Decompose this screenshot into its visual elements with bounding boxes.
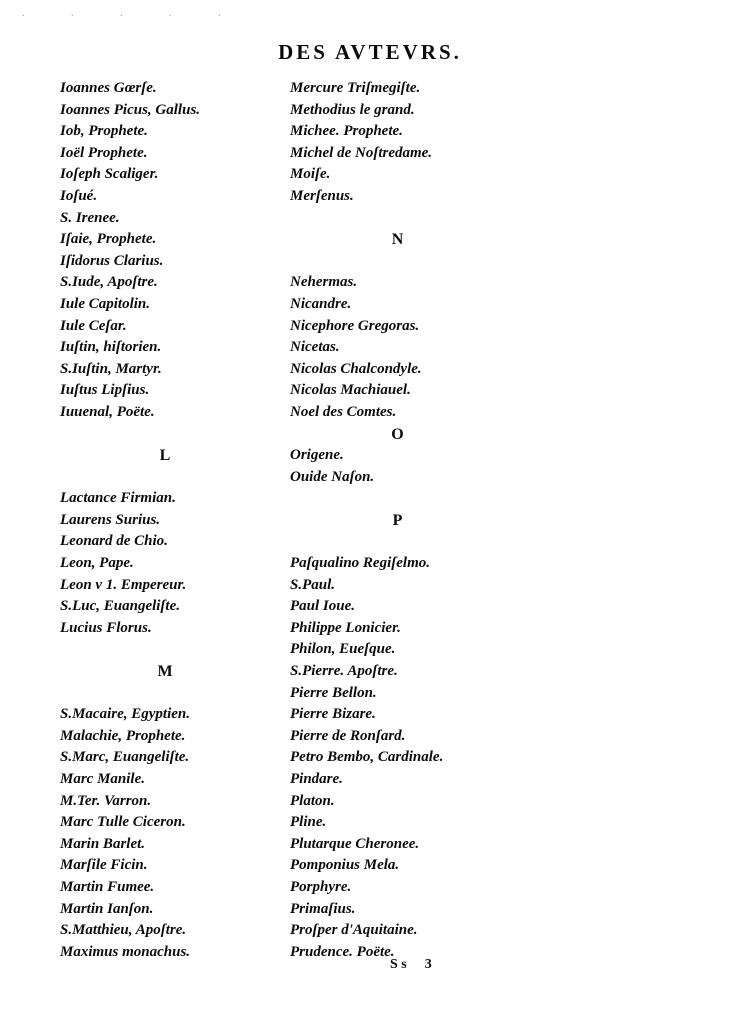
author-entry: M.Ter. Varron. [60, 792, 152, 809]
section-letter: L [159, 447, 171, 465]
author-entry: Leon v 1. Empereur. [60, 576, 187, 593]
author-entry: Maximus monachus. [60, 943, 191, 960]
author-entry: Mercure Triſmegiſte. [290, 80, 421, 96]
author-entry: Marſile Ficin. [60, 857, 148, 874]
section-gap [290, 488, 520, 510]
right-column [290, 78, 520, 963]
author-entry: Leon, Pape. [60, 555, 134, 572]
author-entry: Paſqualino Regiſelmo. [290, 555, 430, 572]
author-entry: Pierre Bizare. [290, 706, 376, 723]
author-entry: S.Matthieu, Apoſtre. [60, 922, 187, 939]
author-entry: S. Irenee. [60, 209, 120, 226]
author-entry: S.Luc, Euangeliſte. [60, 598, 181, 615]
author-entry: Nicephore Gregoras. [290, 317, 420, 334]
author-entry: Laurens Surius. [60, 511, 161, 528]
author-entry: Iob, Prophete. [60, 123, 148, 140]
author-entry: Marc Tulle Ciceron. [60, 814, 186, 831]
page-number: 3 [424, 957, 432, 972]
author-entry: Merſenus. [290, 187, 354, 204]
author-entry: Origene. [290, 447, 344, 464]
author-entry: S.Paul. [290, 576, 336, 593]
author-entry: Leonard de Chio. [60, 533, 168, 550]
author-entry: Philon, Eueſque. [290, 641, 396, 658]
author-entry: Iſidorus Clarius. [60, 252, 164, 269]
page-title: DES AVTEVRS. [278, 40, 462, 64]
author-entry: Lactance Firmian. [60, 490, 176, 507]
author-entry: Michee. Prophete. [290, 123, 403, 140]
author-entry: Ioſué. [60, 187, 98, 204]
author-entry: Iſaie, Prophete. [60, 231, 157, 248]
author-entry: Proſper d'Aquitaine. [290, 922, 418, 939]
author-entry: S.Iuſtin, Martyr. [60, 360, 162, 377]
author-entry: S.Iude, Apoſtre. [60, 274, 158, 291]
author-entry: Ouide Naſon. [290, 468, 375, 485]
author-entry: Iuſtin, hiſtorien. [60, 339, 162, 356]
author-entry: Pierre de Ronſard. [290, 727, 406, 744]
author-entry: Nehermas. [290, 274, 358, 291]
section-gap [60, 683, 310, 705]
author-entry: S.Pierre. Apoſtre. [290, 663, 398, 680]
left-column [60, 78, 310, 963]
author-entry: Paul Ioue. [290, 598, 356, 615]
signature-mark: S s [390, 957, 407, 972]
author-entry: Iuuenal, Poëte. [60, 403, 155, 420]
author-entry: Iuſtus Lipſius. [60, 382, 150, 399]
section-letter: M [157, 663, 173, 681]
author-entry: Malachie, Prophete. [60, 727, 186, 744]
section-gap [60, 424, 310, 446]
section-gap [60, 639, 310, 661]
author-entry: Ioël Prophete. [60, 144, 148, 161]
section-letter: P [392, 511, 403, 529]
author-entry: Porphyre. [290, 878, 352, 895]
section-letter: O [391, 425, 404, 443]
author-entry: Platon. [290, 792, 335, 809]
author-entry: Plutarque Cheronee. [290, 835, 420, 852]
author-entry: Ioſeph Scaliger. [60, 166, 159, 183]
section-gap [60, 467, 310, 489]
page-footer [390, 957, 432, 973]
section-gap [290, 251, 520, 273]
author-entry: Lucius Florus. [60, 619, 152, 636]
section-gap [290, 531, 520, 553]
author-entry: Michel de Noſtredame. [290, 144, 433, 161]
author-entry: Pomponius Mela. [290, 857, 400, 874]
author-entry: Noel des Comtes. [290, 403, 397, 420]
author-entry: Pline. [290, 814, 327, 831]
author-entry: Nicolas Machiauel. [290, 382, 411, 399]
author-entry: Philippe Lonicier. [290, 619, 401, 636]
author-entry: Marc Manile. [60, 771, 146, 787]
author-entry: Methodius le grand. [290, 101, 415, 118]
scan-speckles: . . . . . [22, 8, 243, 19]
section-letter: N [391, 231, 404, 249]
author-entry: Martin Fumee. [60, 878, 155, 895]
author-entry: Moiſe. [290, 166, 331, 183]
author-entry: Petro Bembo, Cardinale. [290, 749, 444, 766]
author-entry: Pindare. [290, 771, 343, 787]
author-entry: Ioannes Gœrſe. [60, 80, 157, 96]
author-entry: Iule Ceſar. [60, 317, 127, 334]
author-entry: Nicandre. [290, 295, 352, 312]
author-entry: Prudence. Poëte. [290, 943, 395, 960]
section-gap [290, 208, 520, 230]
author-entry: Martin Ianſon. [60, 900, 154, 917]
author-entry: Nicetas. [290, 339, 340, 356]
author-entry: S.Marc, Euangeliſte. [60, 749, 190, 766]
author-entry: Nicolas Chalcondyle. [290, 360, 422, 377]
author-entry: S.Macaire, Egyptien. [60, 706, 190, 723]
author-entry: Ioannes Picus, Gallus. [60, 101, 201, 118]
author-entry: Primaſius. [290, 900, 356, 917]
author-entry: Iule Capitolin. [60, 295, 151, 312]
author-entry: Pierre Bellon. [290, 684, 377, 701]
author-entry: Marin Barlet. [60, 835, 146, 852]
